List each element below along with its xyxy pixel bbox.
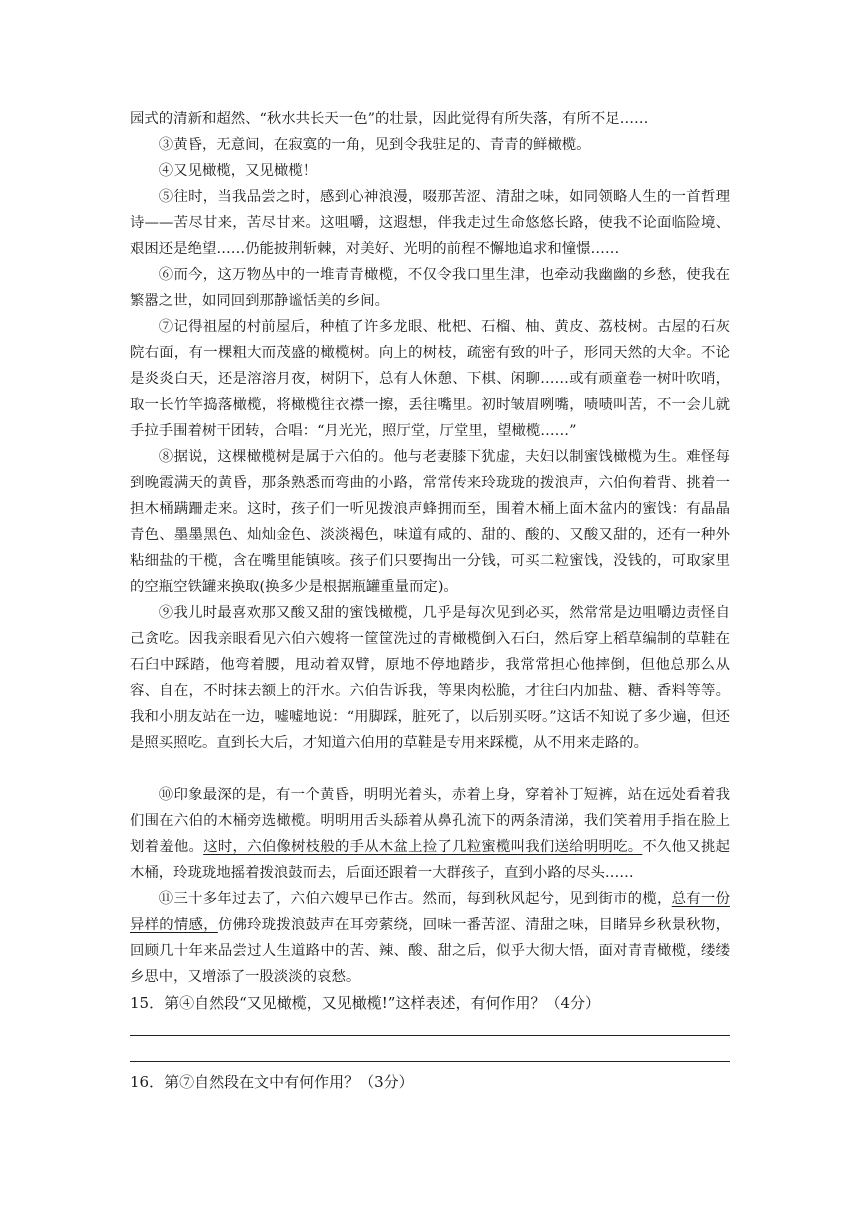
question-16: 16．第⑦自然段在文中有何作用？（3分）: [130, 1073, 414, 1091]
paragraph-3: ③黄昏，无意间，在寂寞的一角，见到令我驻足的、青青的鲜橄榄。: [158, 137, 591, 153]
paragraph-10: [130, 782, 730, 886]
paragraph-10-underlined-sentence: 这时，六伯像树枝般的手从木盆上捡了几粒蜜榄叫我们送给明明吃。: [203, 839, 643, 855]
question-15: 15．第④自然段“又见橄榄，又见橄榄!”这样表述，有何作用？（4分）: [130, 994, 600, 1012]
paragraph-10-text-a: ⑩印象最深的是，有一个黄昏，明明光着头，赤着上身，穿着补丁短裤，站在远处看着我们围在六伯的木桶旁选橄榄。明明用舌头舔着从鼻孔流下的两条清涕，我们笑着用手指在脸上划着羞他。: [130, 787, 730, 855]
paragraph-6: ⑥而今，这万物丛中的一堆青青橄榄，不仅令我口里生津，也牵动我幽幽的乡愁，使我在繁嚣之世，如同回到那静谧恬美的乡间。: [130, 267, 730, 309]
paragraph-7: ⑦记得祖屋的村前屋后，种植了许多龙眼、枇杷、石榴、柚、黄皮、荔枝树。古屋的石灰院右面，有一棵粗大而茂盛的橄榄树。向上的树枝，疏密有致的叶子，形同天然的大伞。不论是炎炎白天，还是溶溶月夜，树阴下，总有人休憩、下棋、闲聊……或有顽童卷一树叶吹哨，取一长竹竿捣落橄榄，将橄榄往衣襟一擦，丢往嘴里。初时皱眉咧嘴，啧啧叫苦，不一会儿就手拉手围着树干团转，合唱：“月光光，照厅堂，厅堂里，望橄榄……”: [130, 319, 730, 439]
paragraph-11-text-a: ⑪三十多年过去了，六伯六嫂早已作古。然而，每到秋风起兮，见到街市的榄，: [158, 891, 672, 907]
paragraph-continued: 园式的清新和超然、“秋水共长天一色”的壮景，因此觉得有所失落，有所不足……: [130, 111, 649, 127]
paragraph-11-underlined-phrase: 总有一份异样的情感，: [130, 891, 730, 933]
answer-line-1[interactable]: [130, 1035, 730, 1036]
paragraph-11: [130, 886, 730, 990]
answer-line-2[interactable]: [130, 1061, 730, 1062]
paragraph-5: ⑤往时，当我品尝之时，感到心神浪漫，啜那苦涩、清甜之味，如同领略人生的一首哲理诗——苦尽甘来，苦尽甘来。这咀嚼，这遐想，伴我走过生命悠悠长路，使我不论面临险境、艰困还是绝望……仍能披荆斩棘，对美好、光明的前程不懈地追求和憧憬……: [130, 189, 730, 257]
paragraph-8: ⑧据说，这棵橄榄树是属于六伯的。他与老妻膝下犹虚，夫妇以制蜜饯橄榄为生。难怪每到晚霞满天的黄昏，那条熟悉而弯曲的小路，常常传来玲珑珑的拨浪声，六伯佝着背、挑着一担木桶蹒跚走来。这时，孩子们一听见拨浪声蜂拥而至，围着木桶上面木盆内的蜜饯：有晶晶青色、墨墨黑色、灿灿金色、淡淡褐色，味道有咸的、甜的、酸的、又酸又甜的，还有一种外粘细盐的干榄，含在嘴里能镇咳。孩子们只要掏出一分钱，可买二粒蜜饯，没钱的，可取家里的空瓶空铁罐来换取(换多少是根据瓶罐重量而定)。: [130, 449, 730, 595]
paragraph-9: ⑨我儿时最喜欢那又酸又甜的蜜饯橄榄，几乎是每次见到必买，然常常是边咀嚼边责怪自己贪吃。因我亲眼看见六伯六嫂将一筐筐洗过的青橄榄倒入石臼，然后穿上稻草编制的草鞋在石臼中踩踏，他弯着腰，甩动着双臂，原地不停地踏步，我常常担心他摔倒，但他总那么从容、自在，不时抹去额上的汗水。六伯告诉我，等果肉松脆，才往臼内加盐、糖、香料等等。我和小朋友站在一边，嘘嘘地说：“用脚踩，脏死了，以后别买呀。”这话不知说了多少遍，但还是照买照吃。直到长大后，才知道六伯用的草鞋是专用来踩榄，从不用来走路的。: [130, 605, 730, 751]
paragraph-11-text-b: 仿佛玲珑拨浪鼓声在耳旁萦绕，回味一番苦涩、清甜之味，目睹异乡秋景秋物，回顾几十年来品尝过人生道路中的苦、辣、酸、甜之后，似乎大彻大悟，面对青青橄榄，缕缕乡思中，又增添了一股淡淡的哀愁。: [130, 917, 730, 985]
paragraph-4: ④又见橄榄，又见橄榄！: [158, 163, 318, 179]
paragraph-10-text-b: 不久他又挑起木桶，玲珑珑地摇着拨浪鼓而去，后面还跟着一大群孩子，直到小路的尽头……: [130, 839, 730, 881]
